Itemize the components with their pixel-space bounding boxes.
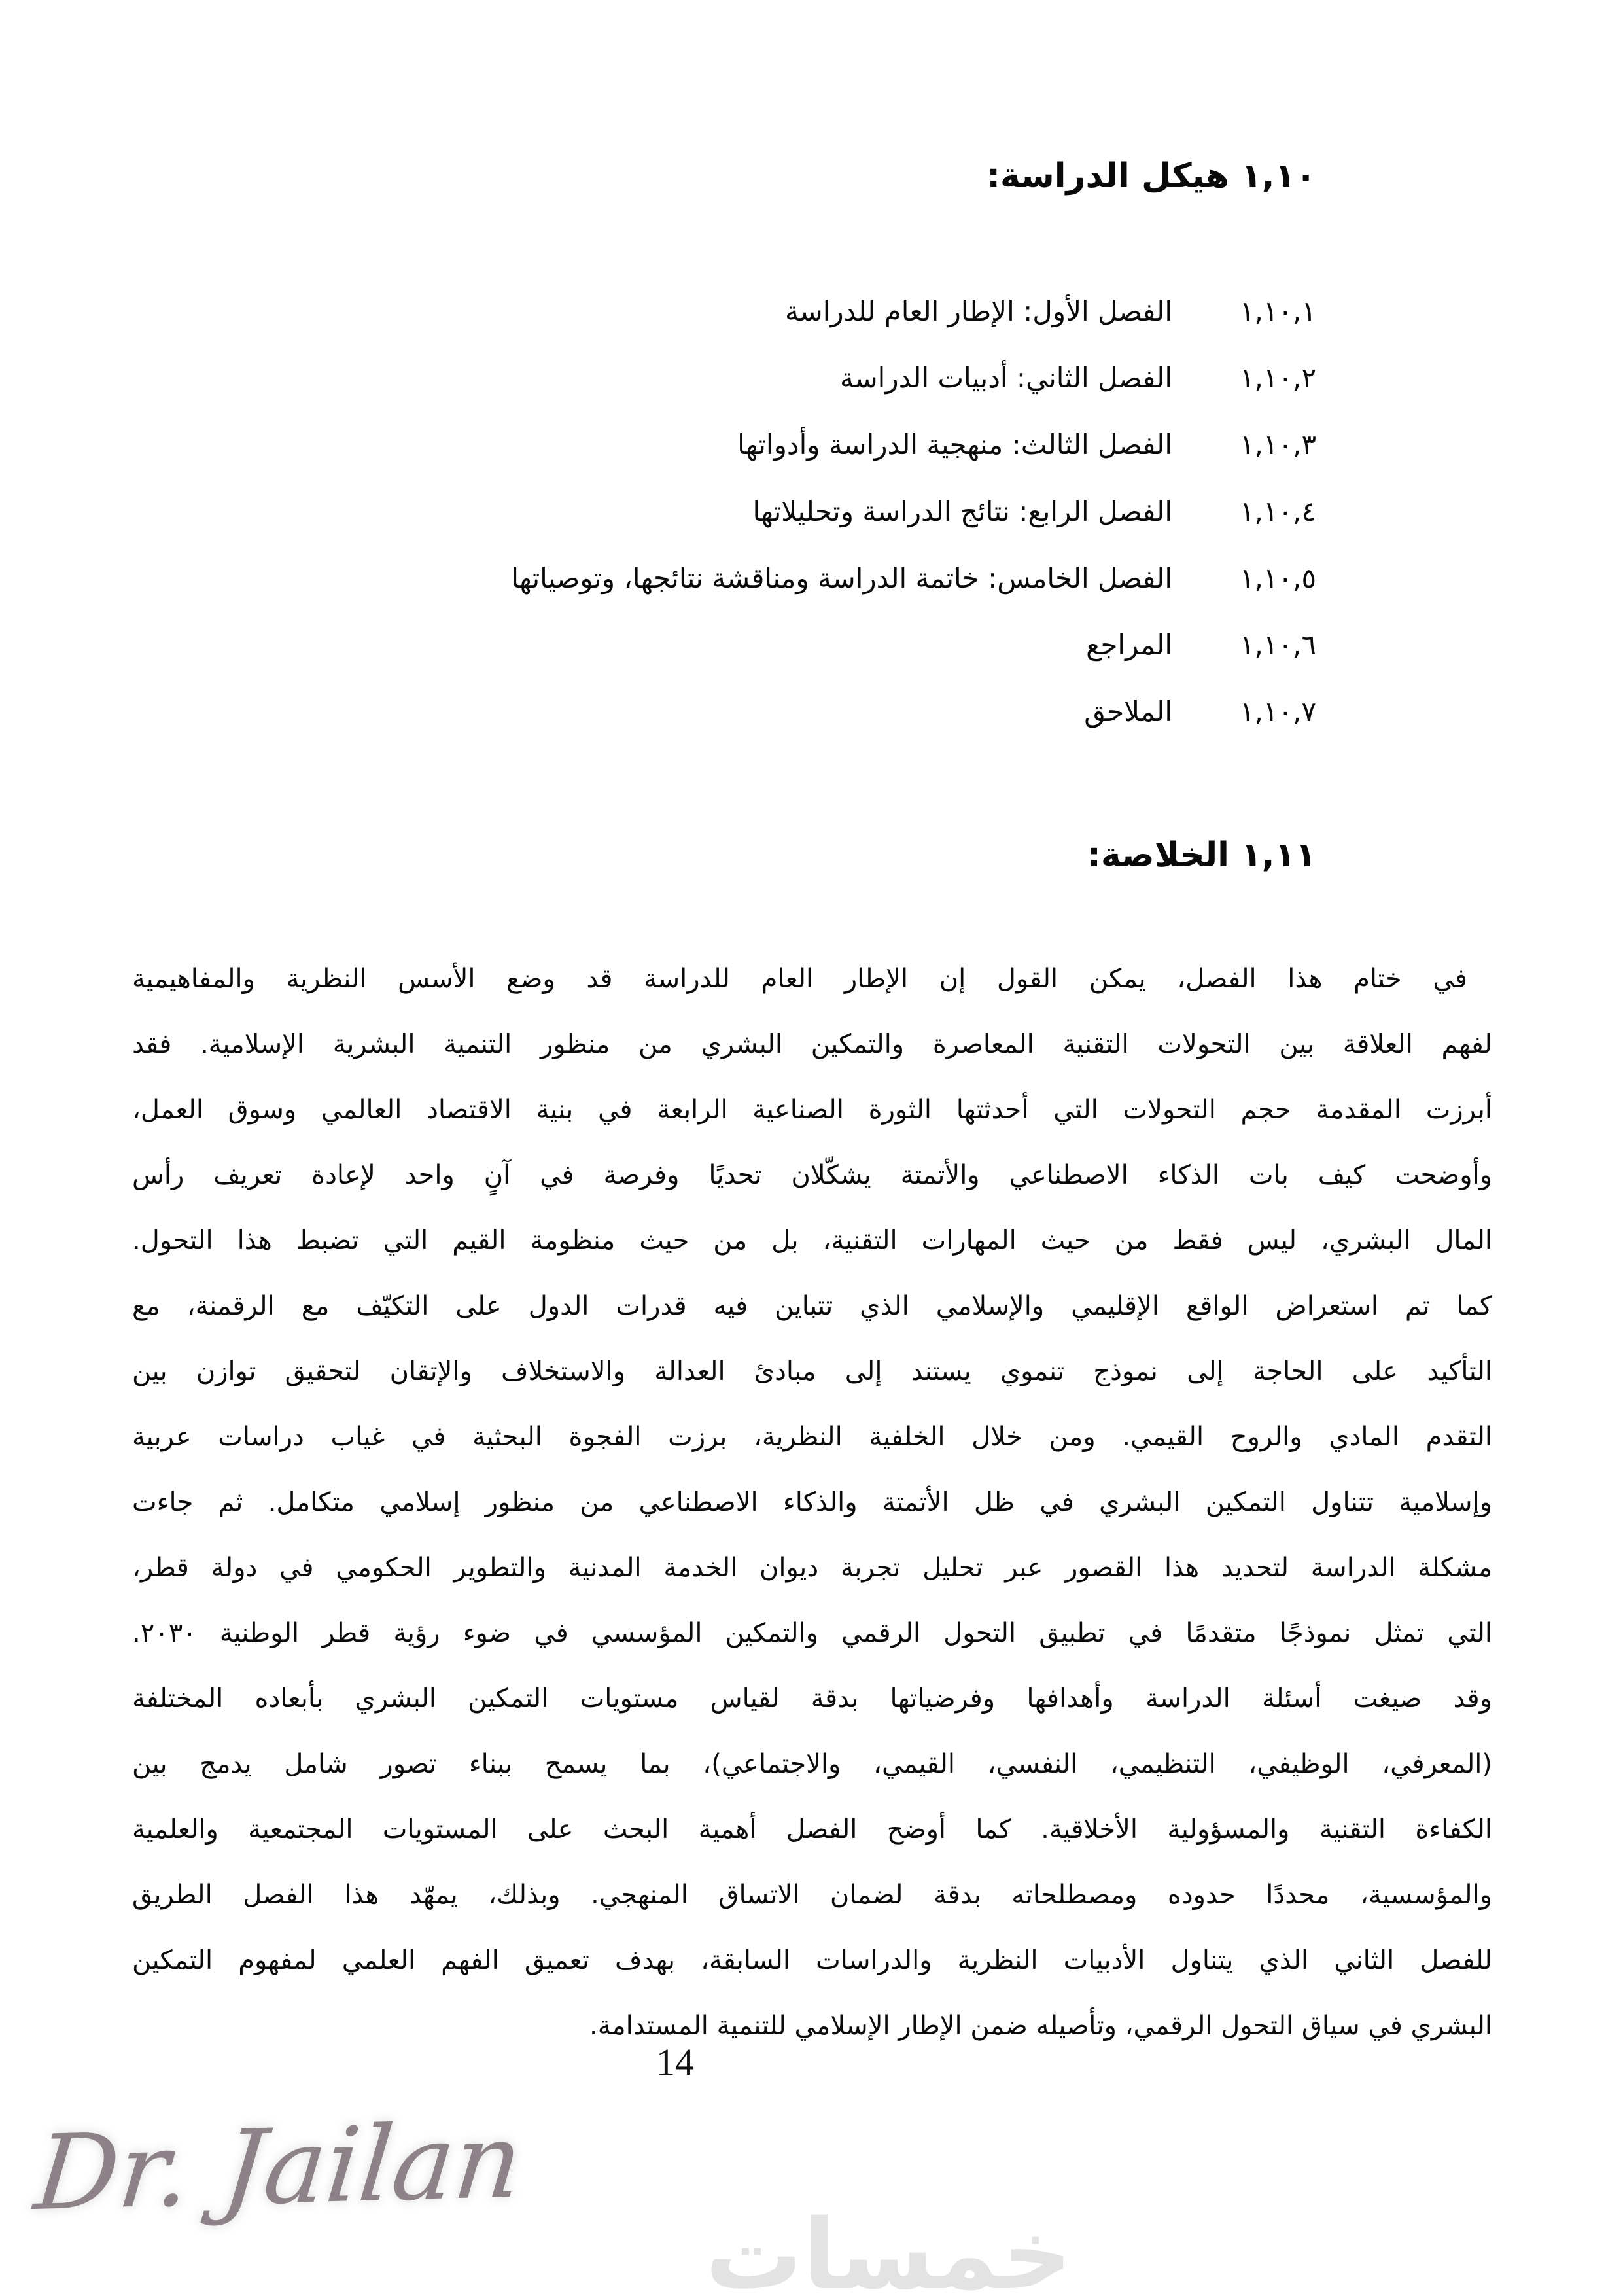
chapter-item-label: الفصل الثالث: منهجية الدراسة وأدواتها (737, 429, 1172, 461)
chapter-item-label: الفصل الثاني: أدبيات الدراسة (839, 362, 1172, 394)
paragraph-line: (المعرفي، الوظيفي، التنظيمي، النفسي، القيمي، والاجتماعي)، بما يسمح ببناء تصور شامل يدمج بين (132, 1749, 1492, 1779)
chapter-item-number: ١,١٠,٥ (1240, 562, 1316, 594)
paragraph-line: التأكيد على الحاجة إلى نموذج تنموي يستند إلى مبادئ العدالة والاستخلاف والإتقان لتحقيق توازن بين (132, 1356, 1492, 1386)
paragraph-line: والمؤسسية، محددًا حدوده ومصطلحاته بدقة لضمان الاتساق المنهجي. وبذلك، يمهّد هذا الفصل الطريق (132, 1880, 1492, 1910)
chapter-list-item (511, 478, 1316, 545)
paragraph-line: كما تم استعراض الواقع الإقليمي والإسلامي الذي تتباين فيه قدرات الدول على التكيّف مع الرقمنة، مع (132, 1291, 1492, 1321)
chapter-item-number: ١,١٠,٣ (1240, 429, 1316, 461)
chapter-item-label: الفصل الخامس: خاتمة الدراسة ومناقشة نتائجها، وتوصياتها (511, 562, 1172, 594)
chapter-item-number: ١,١٠,٤ (1240, 495, 1316, 527)
paragraph-line: التي تمثل نموذجًا متقدمًا في تطبيق التحول الرقمي والتمكين المؤسسي في ضوء رؤية قطر الوطنية ٢٠٣٠. (132, 1618, 1492, 1648)
chapter-list-item (511, 412, 1316, 478)
chapter-item-number: ١,١٠,٦ (1240, 629, 1316, 661)
summary-heading: ١,١١ الخلاصة: (1087, 836, 1316, 875)
paragraph-line: وقد صيغت أسئلة الدراسة وأهدافها وفرضياتها بدقة لقياس مستويات التمكين البشري بأبعاده المختلفة (132, 1684, 1492, 1714)
chapter-item-label: الفصل الأول: الإطار العام للدراسة (785, 295, 1172, 327)
paragraph-line: أبرزت المقدمة حجم التحولات التي أحدثتها الثورة الصناعية الرابعة في بنية الاقتصاد العالمي وسوق العمل، (132, 1095, 1492, 1125)
chapter-item-label: الملاحق (1084, 696, 1172, 728)
chapter-item-label: الفصل الرابع: نتائج الدراسة وتحليلاتها (752, 495, 1172, 527)
chapter-list-item (511, 612, 1316, 679)
khamsat-watermark: خمسات (705, 2199, 1072, 2296)
summary-paragraph (132, 946, 1492, 2058)
chapter-item-number: ١,١٠,٧ (1240, 696, 1316, 728)
paragraph-line: الكفاءة التقنية والمسؤولية الأخلاقية. كما أوضح الفصل أهمية البحث على المستويات المجتمعية والعلمية (132, 1814, 1492, 1845)
paragraph-line: المال البشري، ليس فقط من حيث المهارات التقنية، بل من حيث منظومة القيم التي تضبط هذا التحول. (132, 1226, 1492, 1256)
chapter-list-item (511, 278, 1316, 345)
paragraph-line: البشري في سياق التحول الرقمي، وتأصيله ضمن الإطار الإسلامي للتنمية المستدامة. (589, 2011, 1492, 2041)
paragraph-line: وإسلامية تتناول التمكين البشري في ظل الأتمتة والذكاء الاصطناعي من منظور إسلامي متكامل. ثم جاءت (132, 1487, 1492, 1517)
chapter-list-item (511, 679, 1316, 745)
chapter-item-number: ١,١٠,١ (1240, 295, 1316, 327)
paragraph-line: التقدم المادي والروح القيمي. ومن خلال الخلفية النظرية، برزت الفجوة البحثية في غياب دراسات عربية (132, 1422, 1492, 1452)
chapter-list (511, 278, 1316, 745)
study-structure-heading: ١,١٠ هيكل الدراسة: (986, 156, 1316, 196)
chapter-item-number: ١,١٠,٢ (1240, 362, 1316, 394)
paragraph-line: في ختام هذا الفصل، يمكن القول إن الإطار العام للدراسة قد وضع الأسس النظرية والمفاهيمية (132, 964, 1467, 994)
paragraph-line: وأوضحت كيف بات الذكاء الاصطناعي والأتمتة يشكّلان تحديًا وفرصة في آنٍ واحد لإعادة تعريف رأس (132, 1160, 1492, 1190)
chapter-list-item (511, 545, 1316, 612)
page-number: 14 (656, 2041, 694, 2083)
signature-watermark: Dr. Jailan (30, 2100, 527, 2234)
paragraph-line: مشكلة الدراسة لتحديد هذا القصور عبر تحليل تجربة ديوان الخدمة المدنية والتطوير الحكومي في دولة قطر، (132, 1553, 1492, 1583)
paragraph-line: للفصل الثاني الذي يتناول الأدبيات النظرية والدراسات السابقة، بهدف تعميق الفهم العلمي لمفهوم التمكين (132, 1945, 1492, 1975)
chapter-list-item (511, 345, 1316, 412)
paragraph-line: لفهم العلاقة بين التحولات التقنية المعاصرة والتمكين البشري من منظور التنمية البشرية الإسلامية. فقد (132, 1029, 1492, 1059)
chapter-item-label: المراجع (1086, 629, 1172, 661)
